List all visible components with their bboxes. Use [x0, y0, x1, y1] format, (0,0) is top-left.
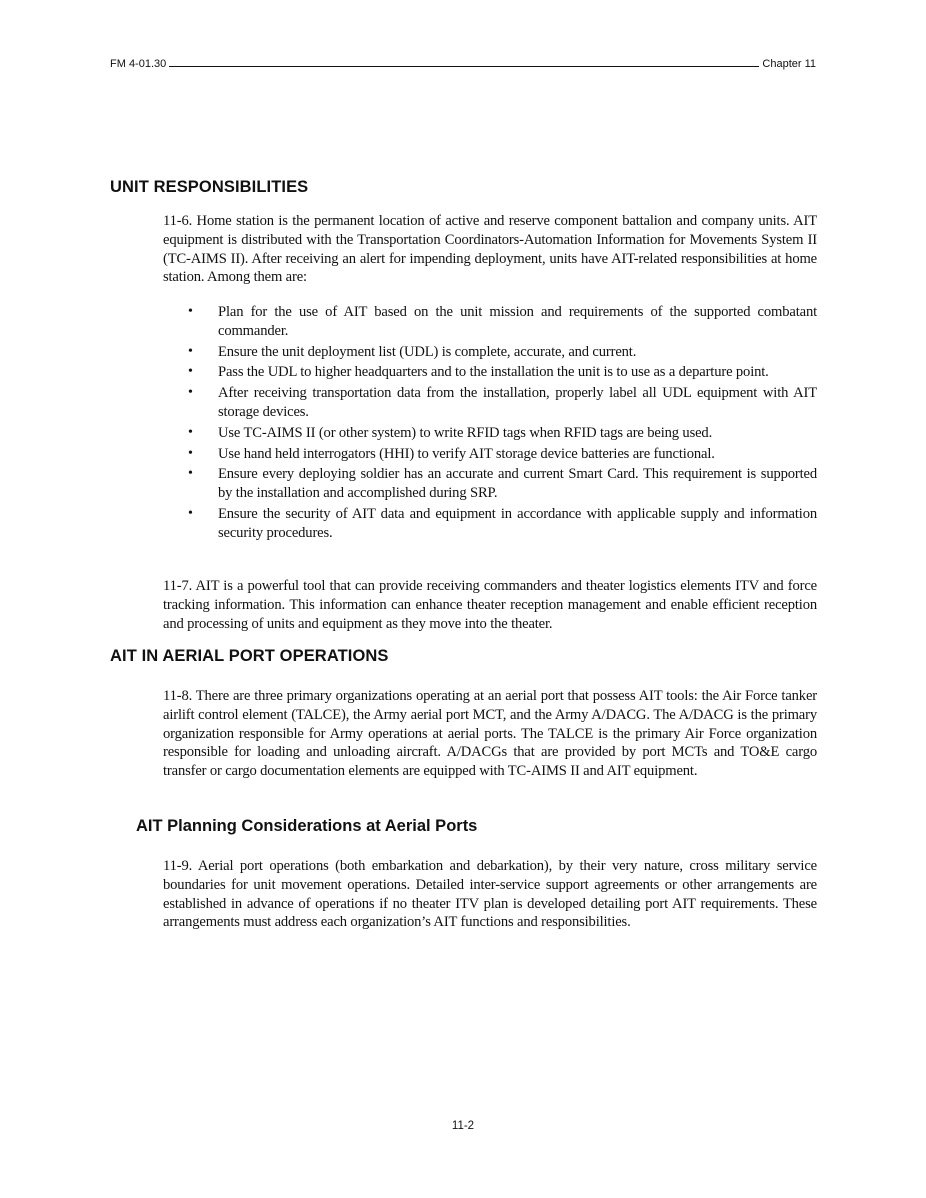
header-rule: [169, 66, 759, 67]
responsibilities-list: [163, 303, 817, 545]
list-item: • Ensure the security of AIT data and equipment in accordance with applicable supply and information security procedures.: [188, 505, 817, 541]
paragraph-11-8: 11-8. There are three primary organizations operating at an aerial port that possess AIT tools: the Air Force tanker airlift control element (TALCE), the Army aerial port MCT, and the Army A/DACG. The A/DACG is the primary organization responsible for Army operations at aerial ports. The TALCE is the primary Air Force organization responsible for loading and unloading aircraft. A/DACGs that are provided by port MCTs and TO&E cargo transfer or cargo documentation elements are equipped with TC-AIMS II and AIT equipment.: [163, 688, 817, 780]
heading-unit-responsibilities: UNIT RESPONSIBILITIES: [110, 178, 309, 196]
bullet-icon: •: [188, 466, 193, 482]
list-item: • Ensure every deploying soldier has an accurate and current Smart Card. This requirement is supported by the installation and accomplished during SRP.: [188, 466, 817, 502]
paragraph-11-7: 11-7. AIT is a powerful tool that can provide receiving commanders and theater logistics elements ITV and force tracking information. This information can enhance theater reception management and enable efficient reception and processing of units and equipment as they move into the theater.: [163, 578, 817, 632]
page-number: 11-2: [451, 1120, 475, 1132]
bullet-icon: •: [188, 364, 193, 380]
bullet-icon: •: [188, 445, 193, 461]
header-manual-number: FM 4-01.30: [110, 58, 167, 70]
list-item: • Use TC-AIMS II (or other system) to write RFID tags when RFID tags are being used.: [188, 424, 713, 441]
bullet-icon: •: [188, 424, 193, 440]
list-item: • After receiving transportation data from the installation, properly label all UDL equipment with AIT storage devices.: [188, 385, 817, 420]
list-item: • Pass the UDL to higher headquarters and to the installation the unit is to use as a departure point.: [188, 364, 769, 381]
paragraph-11-9: 11-9. Aerial port operations (both embarkation and debarkation), by their very nature, cross military service boundaries for unit movement operations. Detailed inter-service support agreements or other arrangements are established in advance of operations if no theater ITV plan is developed detailing port AIT requirements. These arrangements must address each organization’s AIT functions and responsibilities.: [163, 858, 817, 931]
list-item: • Ensure the unit deployment list (UDL) is complete, accurate, and current.: [188, 343, 637, 360]
heading-ait-aerial-port-operations: AIT IN AERIAL PORT OPERATIONS: [110, 647, 389, 665]
heading-ait-planning-considerations: AIT Planning Considerations at Aerial Ports: [136, 817, 478, 835]
bullet-icon: •: [188, 304, 193, 319]
list-item: • Plan for the use of AIT based on the unit mission and requirements of the supported combatant commander.: [188, 304, 817, 339]
bullet-icon: •: [188, 505, 193, 521]
page-header: [110, 54, 816, 70]
header-chapter: Chapter 11: [762, 58, 816, 70]
bullet-icon: •: [188, 385, 193, 401]
bullet-icon: •: [188, 343, 193, 359]
list-item: • Use hand held interrogators (HHI) to verify AIT storage device batteries are functional.: [188, 445, 715, 462]
paragraph-11-6: 11-6. Home station is the permanent location of active and reserve component battalion and company units. AIT equipment is distributed with the Transportation Coordinators-Automation Information for Movements System II (TC-AIMS II). After receiving an alert for impending deployment, units have AIT-related responsibilities at home station. Among them are:: [163, 213, 817, 286]
